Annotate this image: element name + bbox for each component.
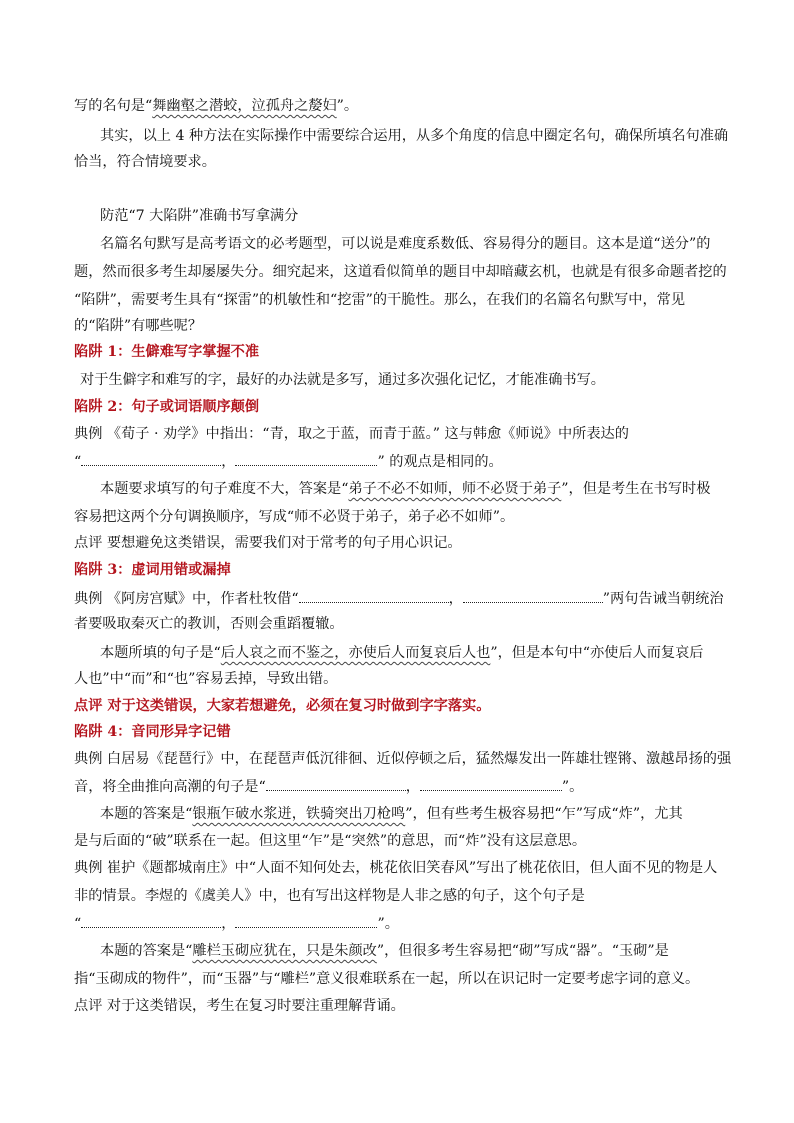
lead-line-3: “陷阱”，需要考生具有“探雷”的机敏性和“挖雷”的干脆性。那么，在我们的名篇名句默写中，常见 <box>74 292 686 308</box>
trap-2-answer-line-1: 本题要求填写的句子难度不大，答案是“弟子不必不如师，师不必贤于弟子”，但是考生在书写时极 <box>100 481 711 497</box>
fill-blank-1[interactable] <box>266 776 406 791</box>
trap-2-example-line-2: “ ， ” 的观点是相同的。 <box>74 451 728 472</box>
quoted-answer: 舞幽壑之潜蛟，泣孤舟之嫠妇 <box>152 98 337 114</box>
trap-4-title: 陷阱 4：音同形异字记错 <box>74 724 231 740</box>
trap-4-answer-1-line-2: 是与后面的“破”联系在一起。但这里“乍”是“突然”的意思，而“炸”没有这层意思。 <box>74 833 587 849</box>
trap-3-example-line-1: 典例 《阿房宫赋》中，作者杜牧借“ ， ”两句告诫当朝统治 <box>74 588 728 609</box>
lead-line-2: 题，然而很多考生却屡屡失分。细究起来，这道看似简单的题目中却暗藏玄机，也就是有很多命题者挖的 <box>74 264 727 280</box>
trap-4-example-2-line-2: 非的情景。李煜的《虞美人》中，也有写出这样物是人非之感的句子，这个句子是 <box>74 888 585 904</box>
fill-blank-1[interactable] <box>81 451 221 466</box>
fill-blank-2[interactable] <box>235 913 377 928</box>
trap-2-answer-line-2: 容易把这两个分句调换顺序，写成“师不必贤于弟子，弟子必不如师”。 <box>74 509 515 525</box>
fill-blank-2[interactable] <box>420 776 562 791</box>
trap-3-example-line-2: 者要吸取秦灭亡的教训，否则会重蹈覆辙。 <box>74 616 344 632</box>
trap-3-answer-line-1: 本题所填的句子是“后人哀之而不鉴之，亦使后人而复哀后人也”，但是本句中“亦使后人而复哀后 <box>100 645 704 661</box>
trap-4-example-1-line-2: 音，将全曲推向高潮的句子是“ ， ”。 <box>74 776 728 797</box>
fill-blank-1[interactable] <box>81 913 221 928</box>
lead-line-4: 的“陷阱”有哪些呢？ <box>74 318 203 334</box>
trap-4-example-1-line-1: 典例 白居易《琵琶行》中，在琵琶声低沉徘徊、近似停顿之后，猛然爆发出一阵雄壮铿锵、激越昂扬的强 <box>74 751 732 767</box>
intro-paragraph-line-2: 恰当，符合情境要求。 <box>74 154 216 170</box>
section-heading: 防范“7 大陷阱”准确书写拿满分 <box>100 208 299 224</box>
trap-4-answer-2-line-2: 指“玉砌成的物件”，而“玉器”与“雕栏”意义很难联系在一起，所以在识记时一定要考虑字词的意义。 <box>74 971 700 987</box>
fill-blank-2[interactable] <box>235 451 377 466</box>
trap-3-comment: 点评 对于这类错误，大家若想避免，必须在复习时做到字字落实。 <box>74 698 491 714</box>
trap-2-example-line-1: 典例 《荀子 · 劝学》中指出：“青，取之于蓝，而青于蓝。” 这与韩愈《师说》中所表达的 <box>74 426 629 442</box>
intro-paragraph-line-1: 其实，以上 4 种方法在实际操作中需要综合运用，从多个角度的信息中圈定名句，确保所填名句准确 <box>100 128 729 144</box>
fill-blank-1[interactable] <box>299 588 449 603</box>
trap-1-title: 陷阱 1：生僻难写字掌握不准 <box>74 344 260 360</box>
trap-4-comment: 点评 对于这类错误，考生在复习时要注重理解背诵。 <box>74 998 405 1014</box>
fill-blank-2[interactable] <box>463 588 603 603</box>
lead-line-1: 名篇名句默写是高考语文的必考题型，可以说是难度系数低、容易得分的题目。这本是道“送分”的 <box>100 236 711 252</box>
quoted-answer: 后人哀之而不鉴之，亦使后人而复哀后人也 <box>220 645 491 661</box>
trap-2-comment: 点评 要想避免这类错误，需要我们对于常考的句子用心识记。 <box>74 535 462 551</box>
quoted-answer: 弟子不必不如师，师不必贤于弟子 <box>348 481 562 497</box>
trap-4-answer-1-line-1: 本题的答案是“银瓶乍破水浆迸，铁骑突出刀枪鸣”，但有些考生极容易把“乍”写成“炸”，尤其 <box>100 806 683 822</box>
quoted-answer: 雕栏玉砌应犹在，只是朱颜改 <box>192 943 377 959</box>
trap-3-title: 陷阱 3：虚词用错或漏掉 <box>74 562 231 578</box>
trap-4-answer-2-line-1: 本题的答案是“雕栏玉砌应犹在，只是朱颜改”，但很多考生容易把“砌”写成“器”。“玉砌”是 <box>100 943 669 959</box>
trap-2-title: 陷阱 2：句子或词语顺序颠倒 <box>74 399 260 415</box>
quoted-answer: 银瓶乍破水浆迸，铁骑突出刀枪鸣 <box>192 806 406 822</box>
trap-1-body: 对于生僻字和难写的字，最好的办法就是多写，通过多次强化记忆，才能准确书写。 <box>80 372 605 388</box>
trap-4-example-2-line-1: 典例 崔护《题都城南庄》中“人面不知何处去，桃花依旧笑春风”写出了桃花依旧，但人面不见的物是人 <box>74 860 718 876</box>
trap-3-answer-line-2: 人也”中“而”和“也”容易丢掉，导致出错。 <box>74 671 338 687</box>
trap-4-example-2-line-3: “ ， ”。 <box>74 913 728 934</box>
intro-line-1: 写的名句是“舞幽壑之潜蛟，泣孤舟之嫠妇”。 <box>74 98 359 114</box>
